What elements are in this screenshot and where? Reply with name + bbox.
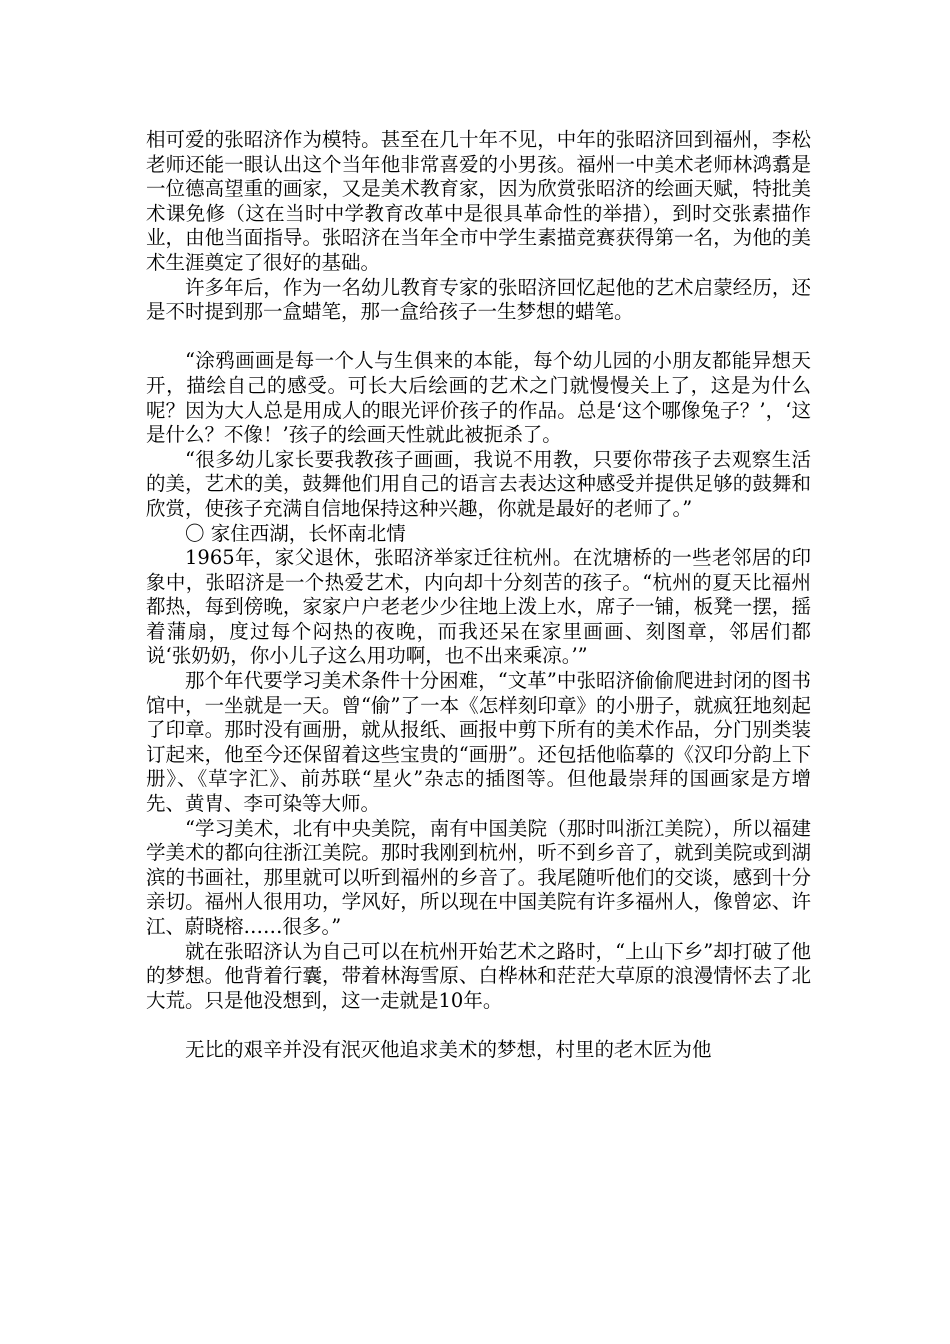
paragraph-gap [146, 1013, 811, 1038]
paragraph-6: 那个年代要学习美术条件十分困难，“文革”中张昭济偷偷爬进封闭的图书馆中，一坐就是一天。曾“偷”了一本《怎样刻印章》的小册子，就疯狂地刻起了印章。那时没有画册，就从报纸、画报中剪下所有的美术作品，分门别类装订起来，他至今还保留着这些宝贵的“画册”。还包括他临摹的《汉印分韵上下册》、《草字汇》、前苏联“星火”杂志的插图等。但他最崇拜的国画家是方增先、黄胄、李可染等大师。 [146, 669, 811, 816]
paragraph-gap [146, 325, 811, 350]
paragraph-1: 相可爱的张昭济作为模特。甚至在几十年不见，中年的张昭济回到福州，李松老师还能一眼认出这个当年他非常喜爱的小男孩。福州一中美术老师林鸿翥是一位德高望重的画家，又是美术教育家，因为欣赏张昭济的绘画天赋，特批美术课免修（这在当时中学教育改革中是很具革命性的举措），到时交张素描作业，由他当面指导。张昭济在当年全市中学生素描竞赛获得第一名，为他的美术生涯奠定了很好的基础。 [146, 128, 811, 274]
paragraph-4: “很多幼儿家长要我教孩子画画，我说不用教，只要你带孩子去观察生活的美，艺术的美，鼓舞他们用自己的语言去表达这种感受并提供足够的鼓舞和欣赏，使孩子充满自信地保持这种兴趣，你就是最好的老师了。” [146, 447, 811, 520]
paragraph-5: 1965年，家父退休，张昭济举家迁往杭州。在沈塘桥的一些老邻居的印象中，张昭济是一个热爱艺术，内向却十分刻苦的孩子。“杭州的夏天比福州都热，每到傍晚，家家户户老老少少往地上泼上水，席子一铺，板凳一摆，摇着蒲扇，度过每个闷热的夜晚，而我还呆在家里画画、刻图章，邻居们都说‘张奶奶，你小儿子这么用功啊，也不出来乘凉。’” [146, 546, 811, 668]
paragraph-3: “涂鸦画画是每一个人与生俱来的本能，每个幼儿园的小朋友都能异想天开，描绘自己的感受。可长大后绘画的艺术之门就慢慢关上了，这是为什么呢？因为大人总是用成人的眼光评价孩子的作品。总是‘这个哪像兔子？’，‘这是什么？不像！’孩子的绘画天性就此被扼杀了。 [146, 349, 811, 447]
section-heading: 〇 家住西湖，长怀南北情 [185, 521, 406, 545]
document-page [146, 128, 811, 1063]
paragraph-2: 许多年后，作为一名幼儿教育专家的张昭济回忆起他的艺术启蒙经历，还是不时提到那一盒蜡笔，那一盒给孩子一生梦想的蜡笔。 [146, 275, 811, 324]
paragraph-8: 就在张昭济认为自己可以在杭州开始艺术之路时，“上山下乡”却打破了他的梦想。他背着行囊，带着林海雪原、白桦林和茫茫大草原的浪漫情怀去了北大荒。只是他没想到，这一走就是10年。 [146, 939, 811, 1012]
paragraph-7: “学习美术，北有中央美院，南有中国美院（那时叫浙江美院），所以福建学美术的都向往浙江美院。那时我刚到杭州，听不到乡音了，就到美院或到湖滨的书画社，那里就可以听到福州的乡音了。我尾随听他们的交谈，感到十分亲切。福州人很用功，学风好，所以现在中国美院有许多福州人，像曾宓、许江、蔚晓榕……很多。” [146, 816, 811, 938]
paragraph-9: 无比的艰辛并没有泯灭他追求美术的梦想，村里的老木匠为他 [185, 1037, 712, 1061]
